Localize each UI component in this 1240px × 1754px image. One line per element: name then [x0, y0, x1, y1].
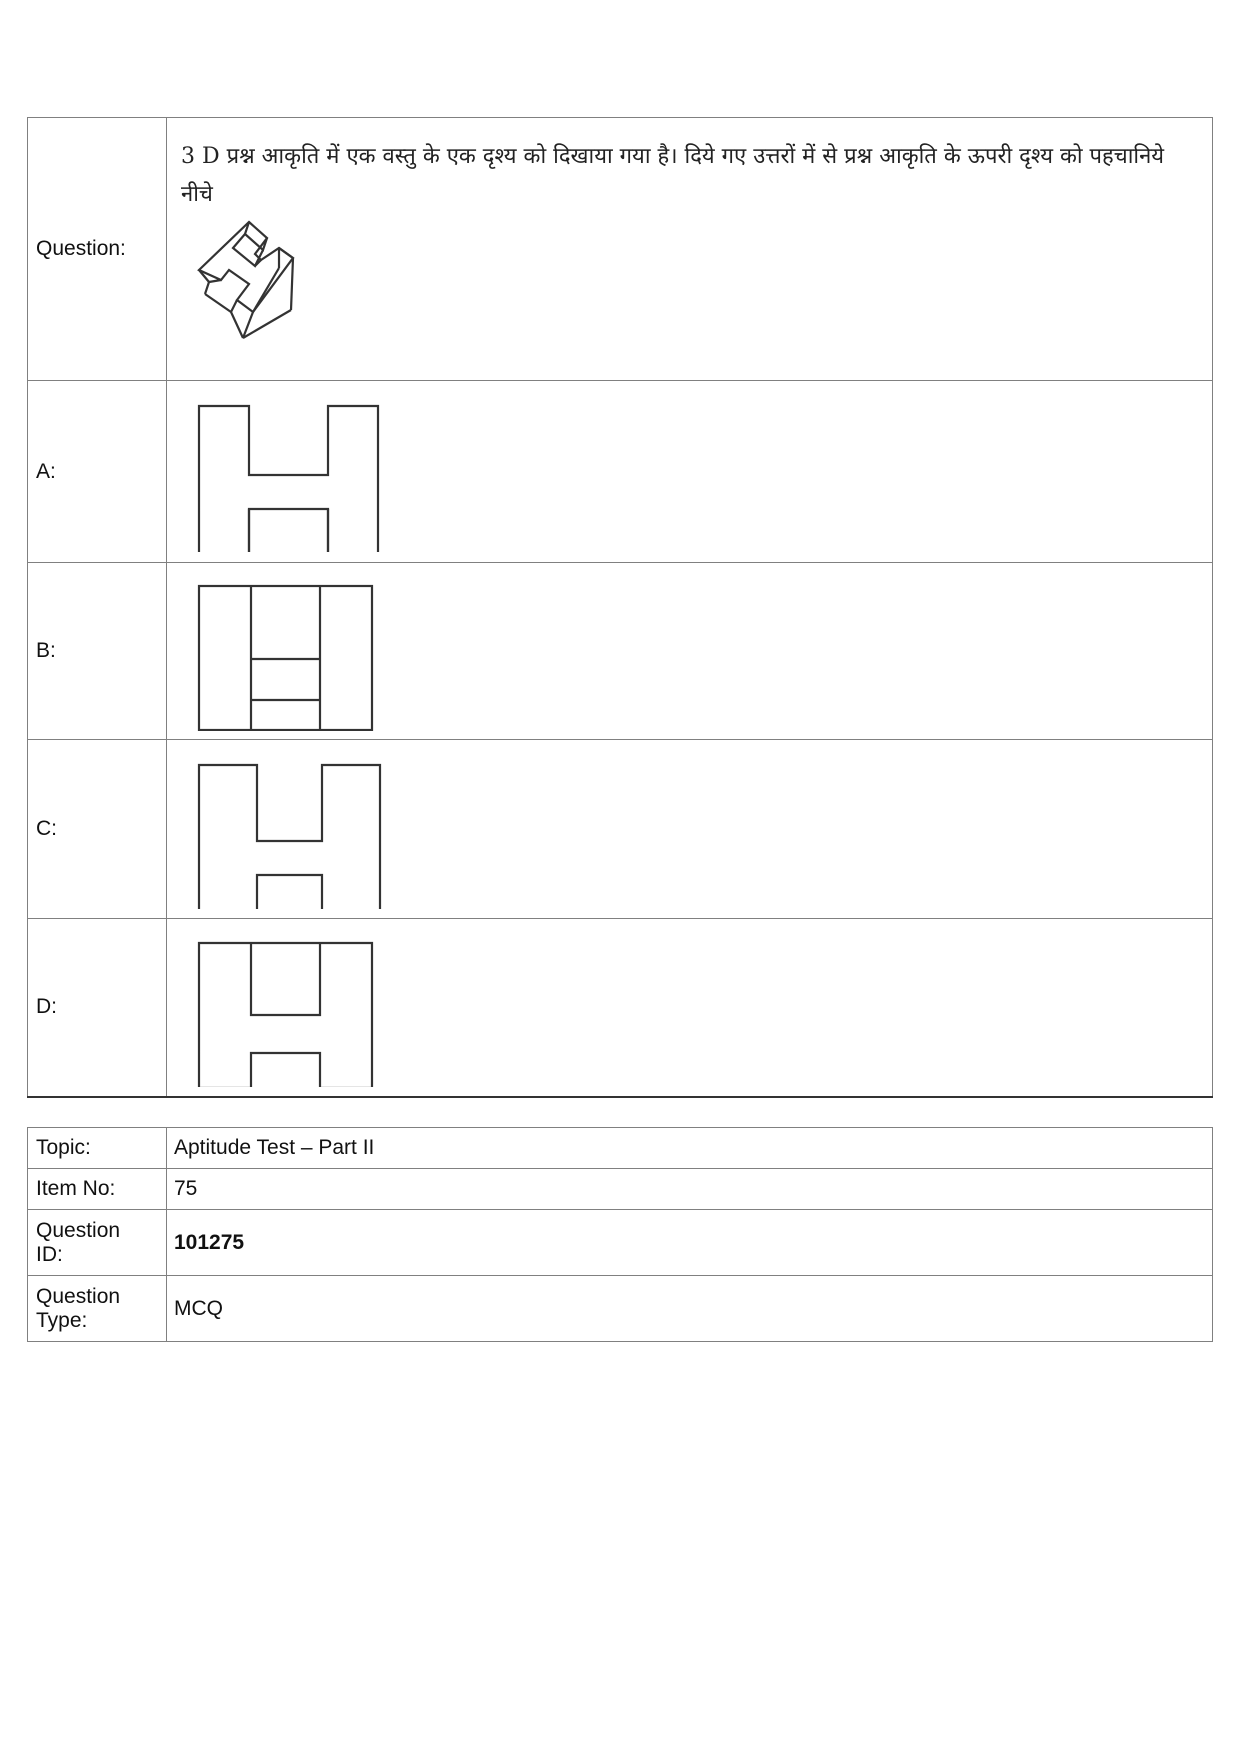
option-d-label: D: [28, 919, 167, 1097]
topic-value: Aptitude Test – Part II [167, 1128, 1213, 1169]
isometric-h-block-icon [181, 214, 321, 364]
item-no-row [28, 1169, 1213, 1210]
topic-row [28, 1128, 1213, 1169]
option-a-cell[interactable] [167, 381, 1213, 563]
question-id-value: 101275 [167, 1210, 1213, 1276]
h-shape-option-a-icon [181, 392, 381, 552]
option-b-label: B: [28, 563, 167, 740]
question-id-row [28, 1210, 1213, 1276]
item-no-label: Item No: [28, 1169, 167, 1210]
question-cell [167, 118, 1213, 381]
option-row-c [28, 740, 1213, 919]
metadata-table [27, 1127, 1213, 1342]
question-row [28, 118, 1213, 381]
h-shape-option-d-icon [181, 927, 381, 1087]
question-table [27, 117, 1213, 1098]
h-shape-option-b-icon [181, 571, 381, 731]
question-label: Question: [28, 118, 167, 381]
option-c-cell[interactable] [167, 740, 1213, 919]
option-a-label: A: [28, 381, 167, 563]
option-row-d [28, 919, 1213, 1097]
question-type-row [28, 1276, 1213, 1342]
item-no-value: 75 [167, 1169, 1213, 1210]
question-id-label: Question ID: [28, 1210, 167, 1276]
option-c-label: C: [28, 740, 167, 919]
option-d-cell[interactable] [167, 919, 1213, 1097]
option-row-b [28, 563, 1213, 740]
question-text: 3 D प्रश्न आकृति में एक वस्तु के एक दृश्य को दिखाया गया है। दिये गए उत्तरों में से प्रश्न आकृति के ऊपरी दृश्य को पहचानिये नीचे [181, 144, 1165, 207]
question-type-value: MCQ [167, 1276, 1213, 1342]
option-row-a [28, 381, 1213, 563]
h-shape-option-c-icon [181, 749, 391, 909]
question-type-label: Question Type: [28, 1276, 167, 1342]
topic-label: Topic: [28, 1128, 167, 1169]
option-b-cell[interactable] [167, 563, 1213, 740]
